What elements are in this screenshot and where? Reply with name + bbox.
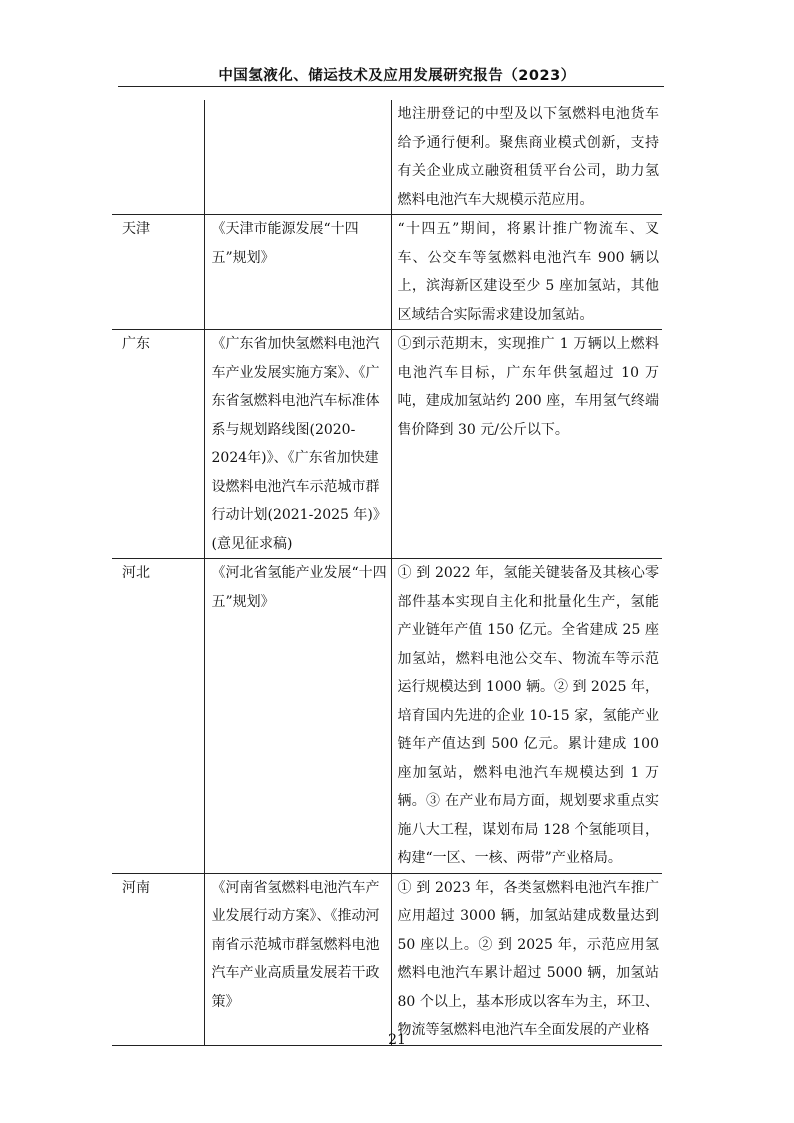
region-cell [112, 100, 204, 215]
table-row [112, 215, 662, 330]
policy-content-cell: ①到示范期末，实现推广 1 万辆以上燃料电池汽车目标，广东年供氢超过 10 万吨，建成加氢站约 200 座，车用氢气终端售价降到 30 元/公斤以下。 [391, 330, 662, 559]
region-cell: 河北 [112, 559, 204, 874]
policy-content-cell: “十四五”期间，将累计推广物流车、叉车、公交车等氢燃料电池汽车 900 辆以上，滨海新区建设至少 5 座加氢站，其他区域结合实际需求建设加氢站。 [391, 215, 662, 330]
policy-document-cell: 《天津市能源发展“十四五”规划》 [204, 215, 391, 330]
table-row [112, 873, 662, 1045]
policy-document-cell: 《河北省氢能产业发展“十四五”规划》 [204, 559, 391, 874]
report-header-title: 中国氢液化、储运技术及应用发展研究报告（2023） [218, 68, 576, 84]
region-cell: 河南 [112, 873, 204, 1045]
policy-document-cell: 《河南省氢燃料电池汽车产业发展行动方案》、《推动河南省示范城市群氢燃料电池汽车产业高质量发展若干政策》 [204, 873, 391, 1045]
page-number: 21 [388, 1032, 406, 1048]
policy-document-cell [204, 100, 391, 215]
table-row [112, 330, 662, 559]
policy-content-cell: ① 到 2023 年，各类氢燃料电池汽车推广应用超过 3000 辆，加氢站建成数量达到 50 座以上。② 到 2025 年，示范应用氢燃料电池汽车累计超过 5000 辆，加氢站 80 个以上，基本形成以客车为主，环卫、物流等氢燃料电池汽车全面发展的产业格 [391, 873, 662, 1045]
table-row [112, 100, 662, 215]
region-cell: 天津 [112, 215, 204, 330]
policy-content-cell: ① 到 2022 年，氢能关键装备及其核心零部件基本实现自主化和批量化生产，氢能产业链年产值 150 亿元。全省建成 25 座加氢站，燃料电池公交车、物流车等示范运行规模达到 1000 辆。② 到 2025 年，培育国内先进的企业 10-15 家，氢能产业链年产值达到 500 亿元。累计建成 100 座加氢站，燃料电池汽车规模达到 1 万辆。③ 在产业布局方面，规划要求重点实施八大工程，谋划布局 128 个氢能项目，构建“一区、一核、两带”产业格局。 [391, 559, 662, 874]
policy-content-cell: 地注册登记的中型及以下氢燃料电池货车给予通行便利。聚焦商业模式创新，支持有关企业成立融资租赁平台公司，助力氢燃料电池汽车大规模示范应用。 [397, 106, 659, 208]
header-divider [118, 86, 664, 87]
table-row [112, 559, 662, 874]
policy-document-cell: 《广东省加快氢燃料电池汽车产业发展实施方案》、《广东省氢燃料电池汽车标准体系与规划路线图(2020-2024年)》、《广东省加快建设燃料电池汽车示范城市群行动计划(2021-2025 年)》(意见征求稿) [204, 330, 391, 559]
region-cell: 广东 [112, 330, 204, 559]
policy-table [112, 100, 662, 1046]
